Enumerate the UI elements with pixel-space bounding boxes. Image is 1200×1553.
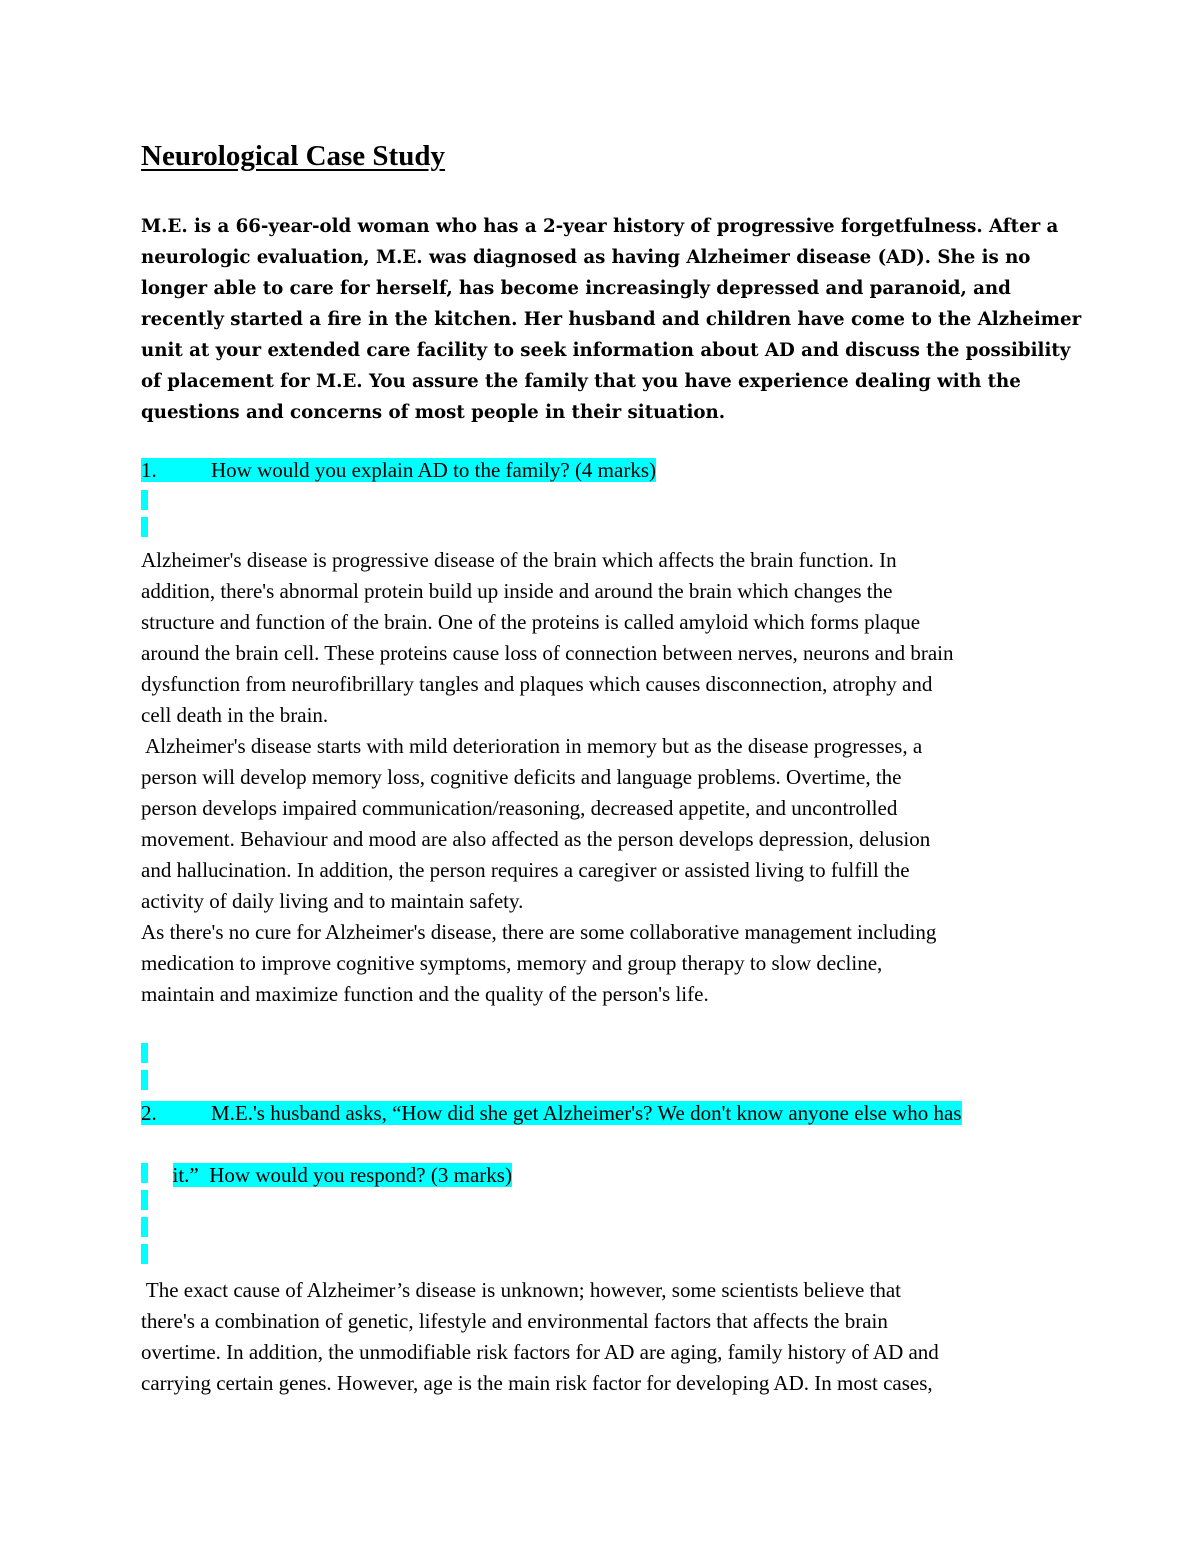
scenario-line: unit at your extended care facility to seek information about AD and discuss the possibility: [141, 340, 1071, 361]
scenario-line: of placement for M.E. You assure the family that you have experience dealing with the: [141, 371, 1021, 392]
answer-line: person will develop memory loss, cognitive deficits and language problems. Overtime, the: [141, 765, 902, 789]
answer-line: Alzheimer's disease is progressive disease of the brain which affects the brain function. In: [141, 548, 897, 572]
answer-line: activity of daily living and to maintain safety.: [141, 889, 524, 913]
answer-1: [141, 545, 1081, 1010]
answer-line: maintain and maximize function and the quality of the person's life.: [141, 982, 709, 1006]
answer-line: movement. Behaviour and mood are also affected as the person develops depression, delusion: [141, 827, 931, 851]
answer-line: cell death in the brain.: [141, 703, 329, 727]
question-2-highlight: it.” How would you respond? (3 marks): [172, 1163, 512, 1187]
scenario-line: M.E. is a 66-year-old woman who has a 2-year history of progressive forgetfulness. After a: [141, 216, 1059, 237]
empty-line-marker: [141, 1070, 148, 1090]
answer-line: around the brain cell. These proteins cause loss of connection between nerves, neurons and brain: [141, 641, 954, 665]
answer-line: structure and function of the brain. One of the proteins is called amyloid which forms plaque: [141, 610, 921, 634]
answer-line: there's a combination of genetic, lifestyle and environmental factors that affects the brain: [141, 1309, 888, 1333]
question-text: M.E.'s husband asks, “How did she get Alzheimer's? We don't know anyone else who has: [211, 1101, 962, 1125]
question-2-highlight: [141, 1101, 962, 1125]
answer-line: dysfunction from neurofibrillary tangles and plaques which causes disconnection, atrophy and: [141, 672, 933, 696]
scenario-line: questions and concerns of most people in their situation.: [141, 402, 726, 423]
scenario-line: neurologic evaluation, M.E. was diagnosed as having Alzheimer disease (AD). She is no: [141, 247, 1031, 268]
scenario-line: longer able to care for herself, has become increasingly depressed and paranoid, and: [141, 278, 1011, 299]
answer-line: Alzheimer's disease starts with mild deterioration in memory but as the disease progresses, a: [141, 734, 923, 758]
answer-line: person develops impaired communication/reasoning, decreased appetite, and uncontrolled: [141, 796, 898, 820]
empty-line-marker: [141, 1244, 148, 1264]
answer-line: medication to improve cognitive symptoms, memory and group therapy to slow decline,: [141, 951, 883, 975]
question-1: [141, 455, 1081, 486]
empty-line-marker: [141, 517, 148, 537]
answer-line: addition, there's abnormal protein build up inside and around the brain which changes the: [141, 579, 893, 603]
answer-line: As there's no cure for Alzheimer's disease, there are some collaborative management including: [141, 920, 937, 944]
question-text: How would you explain AD to the family? (4 marks): [211, 458, 656, 482]
answer-line: and hallucination. In addition, the person requires a caregiver or assisted living to fulfill the: [141, 858, 910, 882]
question-1-highlight: [141, 458, 656, 482]
empty-line-marker: [141, 1163, 148, 1183]
question-number: 2.: [141, 1101, 157, 1125]
answer-line: The exact cause of Alzheimer’s disease is unknown; however, some scientists believe that: [141, 1278, 901, 1302]
question-number: 1.: [141, 458, 157, 482]
empty-line-marker: [141, 1043, 148, 1063]
scenario-line: recently started a fire in the kitchen. Her husband and children have come to the Alzheimer: [141, 309, 1082, 330]
answer-2: [141, 1275, 1081, 1399]
document-title: Neurological Case Study: [141, 140, 445, 172]
answer-line: carrying certain genes. However, age is the main risk factor for developing AD. In most cases,: [141, 1371, 933, 1395]
empty-line-marker: [141, 1190, 148, 1210]
empty-line-marker: [141, 490, 148, 510]
case-scenario: [141, 211, 1091, 428]
question-2: [141, 1098, 1081, 1187]
empty-line-marker: [141, 1217, 148, 1237]
answer-line: overtime. In addition, the unmodifiable risk factors for AD are aging, family history of AD and: [141, 1340, 939, 1364]
